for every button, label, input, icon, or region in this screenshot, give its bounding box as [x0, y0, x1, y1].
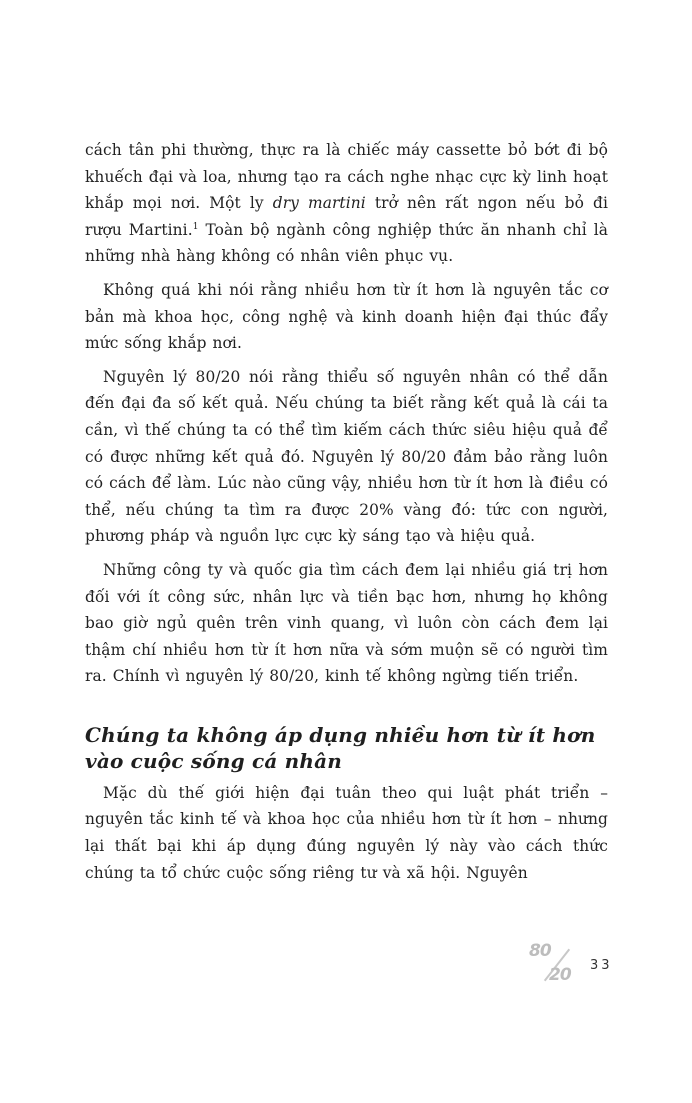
page-number: 33: [590, 958, 613, 973]
paragraph-1-italic-term: dry martini: [272, 194, 366, 213]
paragraph-1-text-b: trở nên rất ngon nếu bỏ đi rượu Martini.: [85, 194, 608, 239]
paragraph-4: Những công ty và quốc gia tìm cách đem lại nhiều giá trị hơn đối với ít công sức, nhân lực và tiền bạc hơn, nhưng họ không bao giờ ngủ quên trên vinh quang, vì luôn còn cách đem lại thậm chí nhiều hơn từ ít hơn nữa và sớm muộn sẽ có người tìm ra. Chính vì nguyên lý 80/20, kinh tế không ngừng tiến triển.: [85, 560, 608, 686]
paragraph-3: Nguyên lý 80/20 nói rằng thiểu số nguyên nhân có thể dẫn đến đại đa số kết quả. Nếu chúng ta biết rằng kết quả là cái ta cần, vì thế chúng ta có thể tìm kiếm cách thức siêu hiệu quả để có được những kết quả đó. Nguyên lý 80/20 đảm bảo rằng luôn có cách để làm. Lúc nào cũng vậy, nhiều hơn từ ít hơn là điều có thể, nếu chúng ta tìm ra được 20% vàng đó: tức con người, phương pháp và nguồn lực cực kỳ sáng tạo và hiệu quả.: [85, 367, 608, 546]
logo-number-bottom: 20: [549, 965, 571, 985]
footnote-marker: 1: [192, 221, 199, 232]
page-footer: [525, 940, 635, 990]
section-heading: Chúng ta không áp dụng nhiều hơn từ ít hơn vào cuộc sống cá nhân: [85, 722, 596, 773]
paragraph-1-text-c: Toàn bộ ngành công nghiệp thức ăn nhanh chỉ là những nhà hàng không có nhân viên phục vụ.: [85, 220, 609, 266]
page-body: [85, 137, 608, 886]
paragraph-5: Mặc dù thế giới hiện đại tuân theo qui luật phát triển – nguyên tắc kinh tế và khoa học của nhiều hơn từ ít hơn – nhưng lại thất bại khi áp dụng đúng nguyên lý này vào cách thức chúng ta tổ chức cuộc sống riêng tư và xã hội. Nguyên: [85, 783, 608, 882]
paragraph-2: Không quá khi nói rằng nhiều hơn từ ít hơn là nguyên tắc cơ bản mà khoa học, công nghệ và kinh doanh hiện đại thúc đẩy mức sống khắp nơi.: [85, 280, 608, 353]
paragraph-1: [85, 137, 608, 270]
logo-number-top: 80: [529, 941, 551, 961]
paragraph-1-text-a: cách tân phi thường, thực ra là chiếc máy cassette bỏ bớt đi bộ khuếch đại và loa, nhưng tạo ra cách nghe nhạc cực kỳ linh hoạt khắp mọi nơi. Một ly: [85, 141, 608, 213]
book-logo-8020: [525, 940, 581, 990]
